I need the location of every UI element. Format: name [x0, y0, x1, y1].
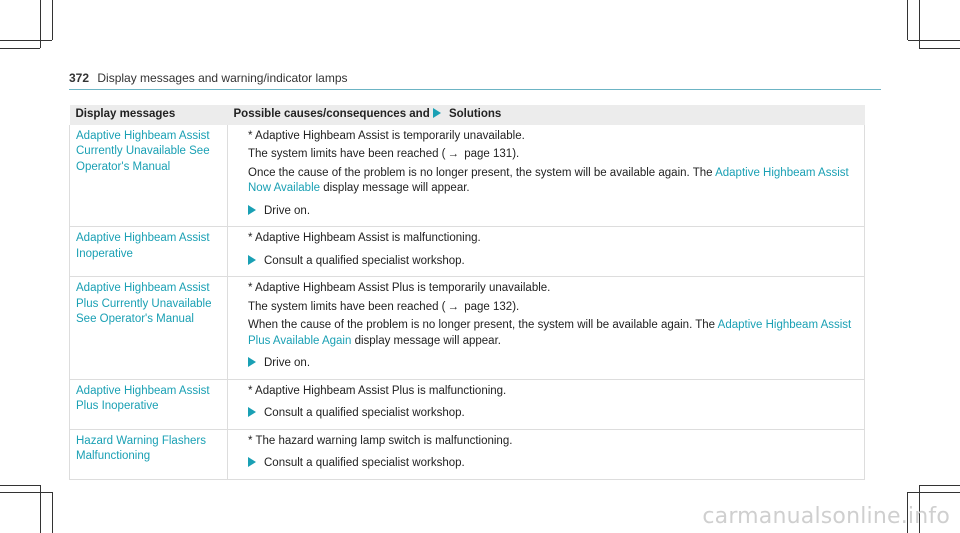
action-text: Consult a qualified specialist workshop. [264, 254, 465, 267]
detail-line [234, 147, 858, 163]
crop-mark [52, 0, 53, 40]
detail-text: The system limits have been reached ( [248, 300, 446, 313]
cause-line [246, 281, 858, 297]
bullet-symbol: * [248, 129, 256, 142]
action-step [234, 456, 858, 472]
table-header-row [70, 105, 865, 125]
detail-text: display message will appear. [351, 334, 501, 347]
solution-cell [228, 227, 865, 277]
header-rule [69, 89, 881, 90]
detail-text: When the cause of the problem is no longer present, the system will be available again. The [248, 319, 718, 331]
display-messages-table [69, 105, 865, 480]
table-row [70, 227, 865, 277]
cross-ref-arrow: → [447, 300, 463, 313]
display-message-text: Hazard Warning Flashers Malfunctioning [76, 434, 206, 462]
table-row [70, 379, 865, 429]
crop-mark [0, 485, 40, 486]
cause-line [246, 129, 858, 145]
message-cell [70, 227, 228, 277]
cause-text: Adaptive Highbeam Assist Plus is temporarily unavailable. [255, 282, 551, 294]
page-title: Display messages and warning/indicator lamps [97, 71, 348, 85]
page-number: 372 [69, 71, 90, 85]
cross-ref-arrow: → [447, 148, 463, 160]
cause-text: Adaptive Highbeam Assist Plus is malfunctioning. [255, 384, 507, 397]
crop-mark [0, 492, 52, 493]
action-step [234, 356, 858, 372]
play-arrow-icon [248, 205, 256, 215]
header-display-messages: Display messages [70, 105, 228, 125]
message-cell [70, 429, 228, 479]
message-cell [70, 125, 228, 227]
play-arrow-icon [248, 357, 256, 367]
solution-cell [228, 125, 865, 227]
header-solutions-pre: Possible causes/consequences and [233, 108, 430, 120]
solution-cell [228, 379, 865, 429]
crop-mark [52, 492, 53, 533]
detail-text: Once the cause of the problem is no longer present, the system will be available again. The [248, 166, 716, 179]
bullet-symbol: * [248, 232, 256, 244]
action-text: Drive on. [264, 204, 311, 217]
message-cell [70, 379, 228, 429]
page-header [69, 71, 348, 85]
action-step [234, 254, 858, 270]
detail-line [234, 166, 858, 197]
detail-text: ). [512, 148, 520, 160]
table-row [70, 429, 865, 479]
action-text: Consult a qualified specialist workshop. [264, 407, 465, 419]
display-message-reference: Adaptive Highbeam Assist Plus Available Again [248, 319, 852, 347]
detail-line [234, 300, 858, 316]
display-message-reference: Adaptive Highbeam Assist Now Available [248, 166, 849, 194]
crop-mark [919, 48, 960, 49]
page-reference: page 132 [464, 300, 513, 313]
cause-line [246, 231, 858, 247]
crop-mark [0, 48, 40, 49]
detail-text: ). [512, 300, 520, 313]
cause-text: The hazard warning lamp switch is malfunctioning. [255, 434, 513, 447]
cause-line [246, 384, 858, 400]
display-message-text: Adaptive Highbeam Assist Currently Unavailable See Operator's Manual [76, 129, 210, 173]
action-text: Consult a qualified specialist workshop. [264, 457, 465, 469]
bullet-symbol: * [248, 434, 256, 447]
action-step [234, 204, 858, 220]
detail-text: display message will appear. [320, 182, 470, 194]
detail-text: The system limits have been reached ( [248, 148, 446, 160]
play-arrow-icon [248, 457, 256, 467]
play-arrow-icon [433, 108, 441, 118]
message-cell [70, 277, 228, 380]
crop-mark [908, 492, 960, 493]
play-arrow-icon [248, 255, 256, 265]
watermark: carmanualsonline.info [702, 504, 950, 529]
crop-mark [919, 485, 960, 486]
crop-mark [0, 40, 52, 41]
crop-mark [908, 40, 960, 41]
crop-mark [907, 0, 908, 40]
cause-text: Adaptive Highbeam Assist is malfunctioning. [255, 232, 481, 244]
bullet-symbol: * [248, 282, 256, 294]
page-reference: page 131 [464, 148, 513, 160]
bullet-symbol: * [248, 384, 256, 397]
play-arrow-icon [248, 407, 256, 417]
table-row [70, 277, 865, 380]
display-message-text: Adaptive Highbeam Assist Inoperative [76, 232, 210, 260]
table-row [70, 125, 865, 227]
detail-line [234, 318, 858, 349]
action-step [234, 406, 858, 422]
cause-line [246, 434, 858, 450]
action-text: Drive on. [264, 357, 311, 369]
display-message-text: Adaptive Highbeam Assist Plus Currently Unavailable See Operator's Manual [76, 282, 212, 325]
display-message-text: Adaptive Highbeam Assist Plus Inoperative [76, 384, 210, 412]
solution-cell [228, 429, 865, 479]
header-solutions [228, 105, 865, 125]
header-solutions-post: Solutions [448, 108, 502, 120]
cause-text: Adaptive Highbeam Assist is temporarily unavailable. [255, 129, 525, 142]
solution-cell [228, 277, 865, 380]
